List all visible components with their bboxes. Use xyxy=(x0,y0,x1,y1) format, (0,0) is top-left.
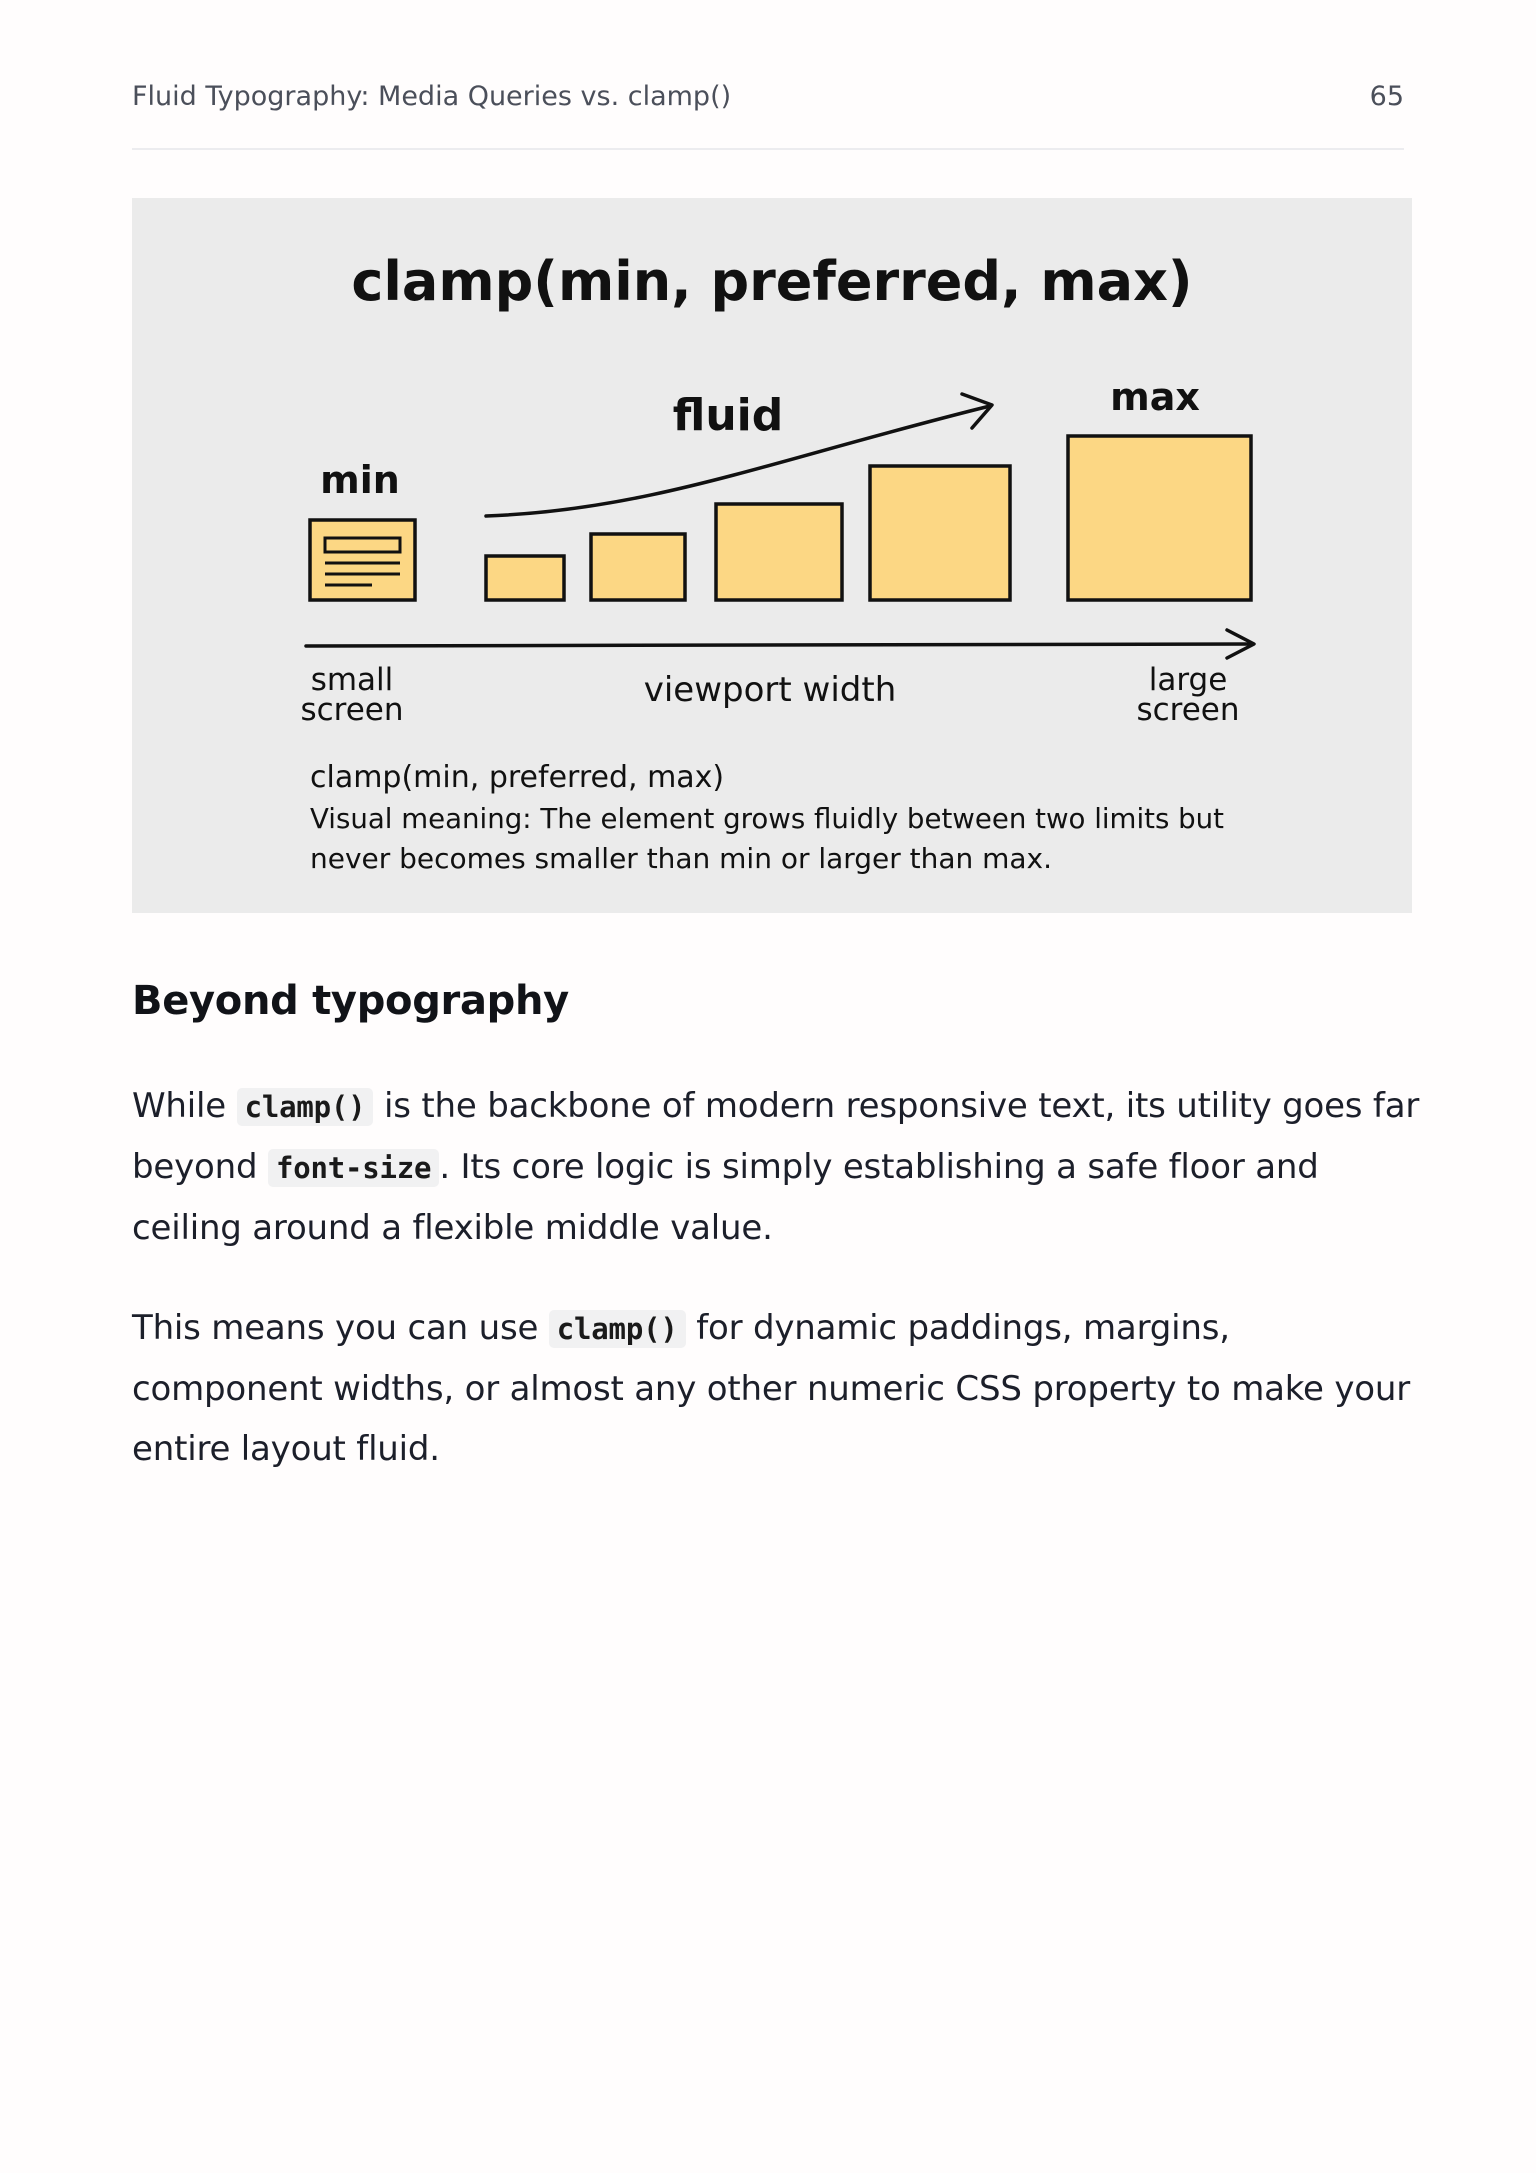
figure-caption-line-1: clamp(min, preferred, max) xyxy=(310,760,725,795)
max-box xyxy=(1068,436,1251,600)
body-paragraph-1 xyxy=(132,1076,1422,1258)
page-number: 65 xyxy=(1369,80,1404,112)
label-min: min xyxy=(320,458,400,502)
growth-box-3 xyxy=(716,504,842,600)
growth-box-2 xyxy=(591,534,685,600)
figure-title: clamp(min, preferred, max) xyxy=(351,250,1193,313)
axis-label-screen-left: screen xyxy=(300,692,404,728)
min-box xyxy=(310,520,415,600)
body-paragraph-2 xyxy=(132,1298,1422,1479)
p1-text-3: . Its core logic is simply establishing a safe floor and ceiling around a flexible middle value. xyxy=(132,1147,1319,1248)
label-max: max xyxy=(1110,375,1200,419)
growth-box-1 xyxy=(486,556,564,600)
clamp-illustration xyxy=(132,198,1412,913)
running-header-title: Fluid Typography: Media Queries vs. clamp() xyxy=(132,80,732,112)
inline-code-font-size: font-size xyxy=(268,1149,439,1187)
axis-label-large: large xyxy=(1148,662,1228,698)
p1-text-2: is the backbone of modern responsive text, its utility goes far beyond xyxy=(132,1086,1420,1187)
viewport-axis xyxy=(306,644,1252,646)
label-fluid: fluid xyxy=(672,390,784,441)
figure-caption-line-3: never becomes smaller than min or larger than max. xyxy=(310,842,1052,875)
figure-caption-line-2: Visual meaning: The element grows fluidly between two limits but xyxy=(310,802,1225,835)
section-heading: Beyond typography xyxy=(132,978,569,1024)
growth-box-4 xyxy=(870,466,1010,600)
inline-code-clamp: clamp() xyxy=(549,1310,686,1348)
p2-text-1: This means you can use xyxy=(132,1308,549,1348)
axis-label-screen-right: screen xyxy=(1136,692,1240,728)
running-header xyxy=(132,78,1404,114)
p1-text-1: While xyxy=(132,1086,237,1126)
axis-label-viewport-width: viewport width xyxy=(643,670,897,710)
axis-label-small: small xyxy=(310,662,394,698)
clamp-illustration-svg xyxy=(132,198,1412,913)
header-divider xyxy=(132,148,1404,150)
inline-code-clamp: clamp() xyxy=(237,1088,374,1126)
p2-text-2: for dynamic paddings, margins, component widths, or almost any other numeric CSS property to make your entire layout fluid. xyxy=(132,1308,1411,1469)
